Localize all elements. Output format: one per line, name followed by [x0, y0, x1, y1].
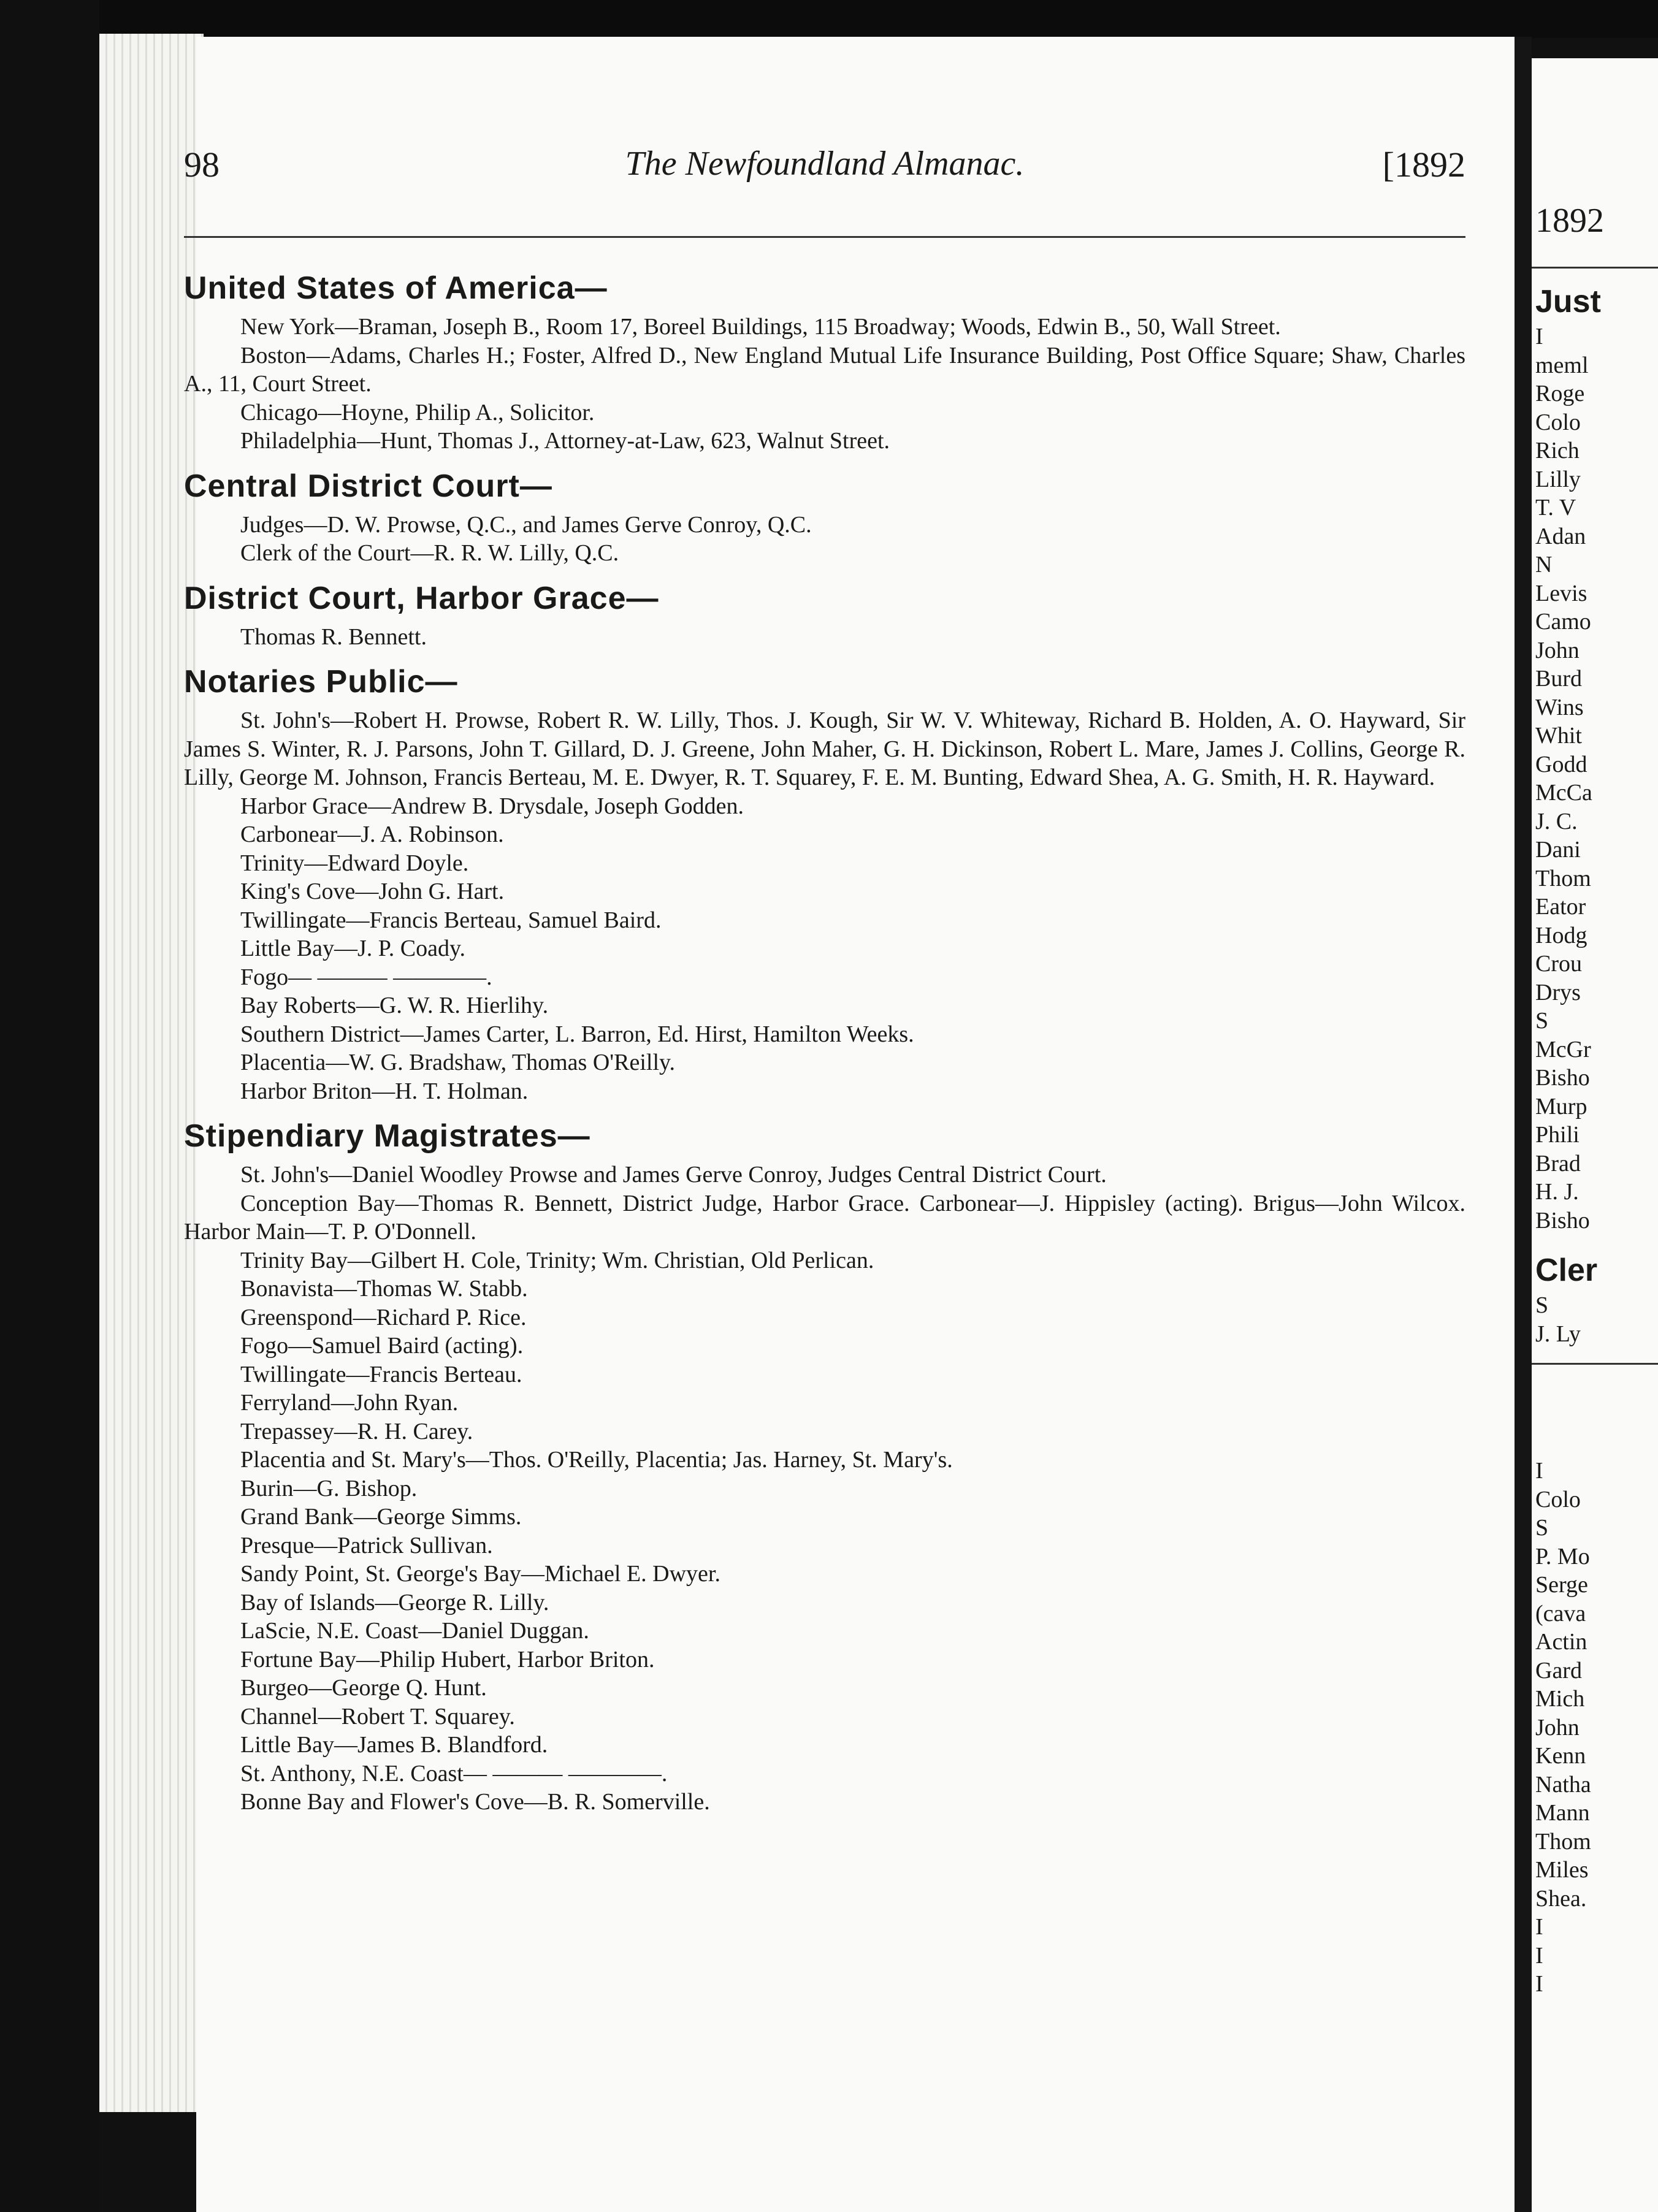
- entry-line: Twillingate—Francis Berteau.: [240, 1361, 522, 1387]
- entry-paragraph: Boston—Adams, Charles H.; Foster, Alfred D., New England Mutual Life Insurance Building, Post Office Square; Shaw, Charles A., 11, Court Street.: [184, 342, 1465, 397]
- entry-line: Harbor Grace—Andrew B. Drysdale, Joseph Godden.: [240, 793, 744, 819]
- entry-line: Grand Bank—George Simms.: [240, 1504, 522, 1530]
- right-line-fragment: McCa: [1535, 780, 1592, 806]
- section-notaries-public: [184, 661, 1465, 1105]
- entry-line: Chicago—Hoyne, Philip A., Solicitor.: [240, 399, 595, 425]
- right-line-fragment: N: [1535, 552, 1553, 578]
- entry-line: St. Anthony, N.E. Coast— ——— ————.: [240, 1760, 668, 1787]
- right-line-fragment: Hodg: [1535, 922, 1587, 948]
- right-line-fragment: Miles: [1535, 1857, 1589, 1883]
- right-page-fragment: [1532, 58, 1658, 2212]
- right-line-fragment: Colo: [1535, 409, 1581, 435]
- entry-line: Southern District—James Carter, L. Barron, Ed. Hirst, Hamilton Weeks.: [240, 1021, 914, 1047]
- section-heading: District Court, Harbor Grace—: [184, 580, 659, 616]
- right-lines-group: [1532, 322, 1658, 1235]
- entry-line: Fogo— ——— ————.: [240, 964, 492, 990]
- right-line-fragment: meml: [1535, 352, 1589, 378]
- right-line-fragment: Thom: [1535, 865, 1591, 891]
- entry-line: Placentia—W. G. Bradshaw, Thomas O'Reilly.: [240, 1050, 676, 1075]
- header-year: [1892: [1382, 145, 1465, 185]
- entry-paragraph: St. John's—Robert H. Prowse, Robert R. W. Lilly, Thos. J. Kough, Sir W. V. Whiteway, Richard B. Holden, A. O. Hayward, Sir James S. Winter, R. J. Parsons, John T. Gillard, D. J. Greene, John Maher, G. H. Dickinson, Robert L. Mare, James J. Collins, George R. Lilly, George M. Johnson, Francis Berteau, M. E. Dwyer, R. T. Squarey, F. E. M. Bunting, Edward Shea, A. G. Smith, H. R. Hayward.: [184, 707, 1465, 790]
- right-line-fragment: Rich: [1535, 438, 1580, 463]
- entry-line: Harbor Briton—H. T. Holman.: [240, 1078, 529, 1104]
- right-line-fragment: I: [1535, 1914, 1543, 1940]
- right-header-year: 1892: [1535, 202, 1604, 240]
- right-line-fragment: J. Ly: [1535, 1321, 1581, 1347]
- right-lines-group: [1532, 1291, 1658, 1348]
- entry-line: Little Bay—James B. Blandford.: [240, 1732, 548, 1758]
- entry-line: Trinity Bay—Gilbert H. Cole, Trinity; Wm. Christian, Old Perlican.: [240, 1247, 874, 1273]
- entry-line: Fortune Bay—Philip Hubert, Harbor Briton.: [240, 1646, 655, 1672]
- scan-left-border: [0, 0, 99, 2212]
- entry-line: Fogo—Samuel Baird (acting).: [240, 1333, 524, 1359]
- entry-line: Greenspond—Richard P. Rice.: [240, 1304, 527, 1330]
- right-line-fragment: Serge: [1535, 1572, 1588, 1598]
- entry-line: Philadelphia—Hunt, Thomas J., Attorney-at-Law, 623, Walnut Street.: [240, 428, 890, 454]
- page-body: [184, 257, 1465, 1817]
- right-line-fragment: Whit: [1535, 723, 1582, 749]
- book-gutter: [1515, 37, 1532, 2212]
- right-line-fragment: (cava: [1535, 1600, 1586, 1627]
- running-title: The Newfoundland Almanac.: [625, 145, 1025, 183]
- right-line-fragment: Gard: [1535, 1657, 1582, 1684]
- right-line-fragment: Camo: [1535, 609, 1591, 635]
- right-line-fragment: Natha: [1535, 1771, 1591, 1798]
- right-line-fragment: S: [1535, 1515, 1549, 1541]
- page-number: 98: [184, 145, 220, 185]
- right-line-fragment: S: [1535, 1008, 1549, 1034]
- right-line-fragment: Brad: [1535, 1150, 1581, 1177]
- section-harbor-grace-court: [184, 578, 1465, 652]
- right-line-fragment: Murp: [1535, 1093, 1587, 1119]
- entry-line: Bonne Bay and Flower's Cove—B. R. Somerville.: [240, 1789, 710, 1815]
- right-line-fragment: I: [1535, 1971, 1543, 1997]
- right-header-rule: [1532, 267, 1658, 269]
- right-line-fragment: J. C.: [1535, 808, 1578, 834]
- entry-line: King's Cove—John G. Hart.: [240, 879, 505, 904]
- right-line-fragment: Godd: [1535, 751, 1587, 777]
- entry-line: Bay Roberts—G. W. R. Hierlihy.: [240, 993, 549, 1018]
- entry-line: Bonavista—Thomas W. Stabb.: [240, 1276, 528, 1302]
- right-line-fragment: Bisho: [1535, 1207, 1590, 1234]
- section-heading: United States of America—: [184, 270, 608, 306]
- entry-line: Ferryland—John Ryan.: [240, 1390, 459, 1416]
- right-line-fragment: I: [1535, 1458, 1543, 1484]
- right-line-fragment: Roge: [1535, 381, 1585, 406]
- entry-line: Burin—G. Bishop.: [240, 1475, 418, 1501]
- right-line-fragment: Thom: [1535, 1828, 1591, 1855]
- section-heading: Central District Court—: [184, 468, 552, 504]
- entry-line: Channel—Robert T. Squarey.: [240, 1703, 515, 1730]
- right-line-fragment: Mann: [1535, 1800, 1590, 1826]
- entry-line: Sandy Point, St. George's Bay—Michael E. Dwyer.: [240, 1561, 720, 1587]
- right-line-fragment: Dani: [1535, 837, 1581, 863]
- right-line-fragment: Drys: [1535, 979, 1581, 1005]
- section-heading: Notaries Public—: [184, 664, 458, 700]
- right-section-heading: Cler: [1535, 1253, 1598, 1288]
- right-line-fragment: Crou: [1535, 951, 1582, 977]
- entry-line: Twillingate—Francis Berteau, Samuel Baird.: [240, 907, 662, 933]
- right-line-fragment: H. J.: [1535, 1179, 1579, 1205]
- right-line-fragment: Bisho: [1535, 1065, 1590, 1091]
- entry-line: Presque—Patrick Sullivan.: [240, 1532, 493, 1558]
- section-central-district-court: [184, 465, 1465, 568]
- right-line-fragment: John: [1535, 1714, 1580, 1741]
- entry-line: Carbonear—J. A. Robinson.: [240, 822, 504, 847]
- entry-line: Judges—D. W. Prowse, Q.C., and James Gerve Conroy, Q.C.: [240, 511, 812, 538]
- section-usa: [184, 267, 1465, 456]
- right-line-fragment: Lilly: [1535, 466, 1581, 492]
- right-line-fragment: T. V: [1535, 495, 1576, 521]
- entry-line: Clerk of the Court—R. R. W. Lilly, Q.C.: [240, 540, 619, 566]
- right-line-fragment: Eator: [1535, 894, 1586, 920]
- right-line-fragment: I: [1535, 1942, 1543, 1969]
- right-line-fragment: Adan: [1535, 523, 1586, 549]
- right-rule: [1532, 1363, 1658, 1365]
- entry-line: Placentia and St. Mary's—Thos. O'Reilly, Placentia; Jas. Harney, St. Mary's.: [240, 1447, 953, 1473]
- section-heading: Stipendiary Magistrates—: [184, 1118, 590, 1154]
- entry-line: Thomas R. Bennett.: [240, 624, 427, 650]
- right-line-fragment: Mich: [1535, 1686, 1585, 1712]
- right-line-fragment: Levis: [1535, 580, 1587, 606]
- right-line-fragment: Shea.: [1535, 1885, 1587, 1912]
- page-header: [184, 144, 1465, 193]
- entry-paragraph: St. John's—Daniel Woodley Prowse and James Gerve Conroy, Judges Central District Court.: [240, 1162, 1107, 1188]
- entry-paragraph: Conception Bay—Thomas R. Bennett, District Judge, Harbor Grace. Carbonear—J. Hippisley (acting). Brigus—John Wilcox. Harbor Main—T. P. O'Donnell.: [184, 1190, 1465, 1245]
- right-line-fragment: Kenn: [1535, 1743, 1586, 1769]
- right-line-fragment: Colo: [1535, 1486, 1581, 1512]
- entry-line: Bay of Islands—George R. Lilly.: [240, 1589, 549, 1615]
- right-line-fragment: Burd: [1535, 666, 1582, 692]
- entry-line: Trepassey—R. H. Carey.: [240, 1418, 473, 1444]
- right-line-fragment: S: [1535, 1292, 1549, 1318]
- right-section-heading: Just: [1535, 284, 1601, 319]
- entry-paragraph: New York—Braman, Joseph B., Room 17, Boreel Buildings, 115 Broadway; Woods, Edwin B., 50, Wall Street.: [240, 314, 1281, 340]
- entry-line: Little Bay—J. P. Coady.: [240, 936, 465, 961]
- right-line-fragment: John: [1535, 637, 1580, 663]
- right-line-fragment: Phili: [1535, 1122, 1580, 1148]
- scan-top-border: [0, 0, 1658, 38]
- section-stipendiary-magistrates: [184, 1115, 1465, 1817]
- entry-line: Trinity—Edward Doyle.: [240, 850, 469, 876]
- right-line-fragment: P. Mo: [1535, 1543, 1590, 1569]
- entry-line: Burgeo—George Q. Hunt.: [240, 1675, 487, 1701]
- right-lines-group: [1532, 1457, 1658, 1999]
- entry-line: LaScie, N.E. Coast—Daniel Duggan.: [240, 1618, 589, 1644]
- right-line-fragment: McGr: [1535, 1036, 1591, 1062]
- right-line-fragment: Wins: [1535, 694, 1584, 720]
- right-line-fragment: I: [1535, 324, 1543, 349]
- header-rule: [184, 236, 1465, 238]
- right-line-fragment: Actin: [1535, 1629, 1587, 1655]
